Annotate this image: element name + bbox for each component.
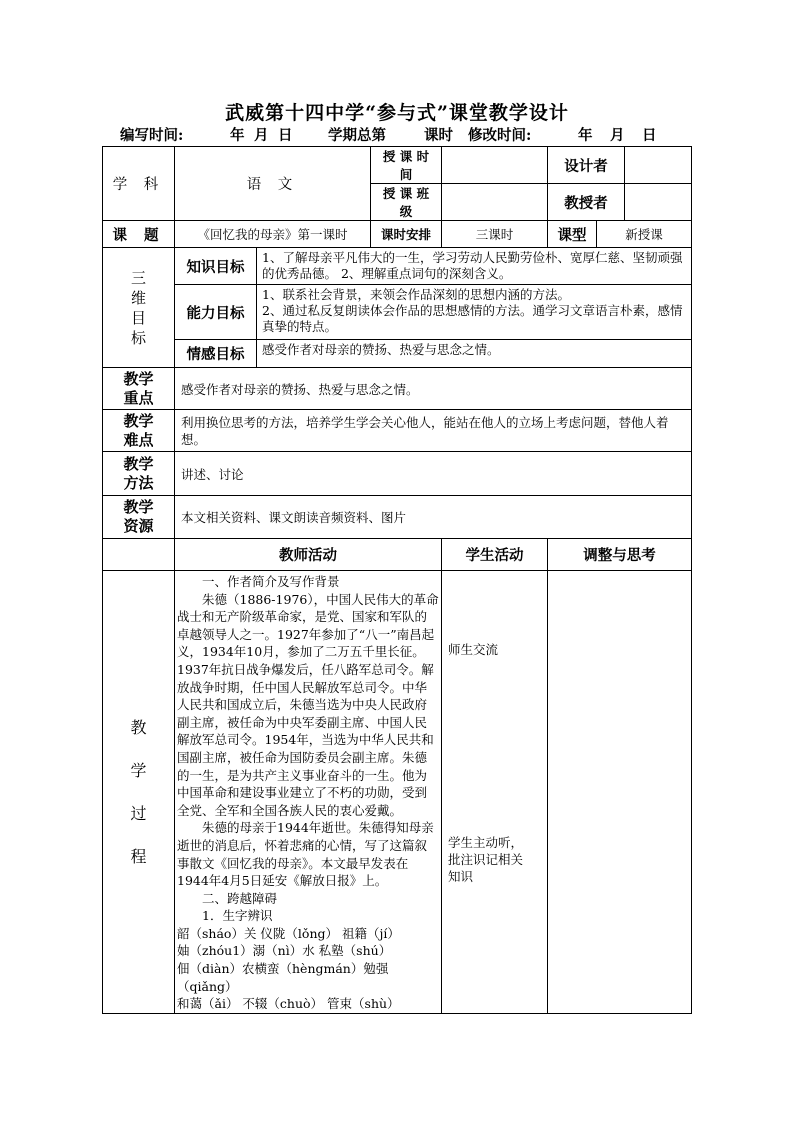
process-corner — [103, 539, 175, 571]
vocab-line: 韶（sháo）关 仪陇（lǒng） 祖籍（jí） — [177, 925, 400, 941]
vocab-line: 妯（zhóu1）溺（nì）水 私塾（shú） — [177, 943, 392, 959]
revise-year: 年 — [578, 127, 593, 144]
goals-char-3: 目 — [130, 308, 146, 327]
teacher-value[interactable] — [625, 184, 692, 221]
teacher-label: 教授者 — [548, 184, 625, 221]
teach-class-value[interactable] — [442, 184, 548, 221]
lesson-plan-table — [102, 146, 692, 1014]
vocab-line: 和蔼（ǎi） 不辍（chuò） 管束（shù） — [177, 996, 400, 1012]
edit-day: 日 — [278, 127, 293, 144]
process-char-1: 教 — [130, 717, 147, 737]
adjust-reflect-content[interactable] — [548, 571, 692, 1014]
goals-char-2: 维 — [130, 288, 146, 307]
type-label: 课型 — [548, 221, 597, 248]
designer-label: 设计者 — [548, 147, 625, 184]
author-bio-paragraph: 朱德（1886-1976），中国人民伟大的革命战士和无产阶级革命家，是党、国家和军队的卓越领导人之一。1927年参加了“八一”南昌起义，1934年10月，参加了二万五千里长征。1937年抗日战争爆发后，任八路军总司令。解放战争时期，任中国人民解放军总司令。中华人民共和国成立后，朱德当选为中央人民政府副主席，被任命为中央军委副主席、中国人民解放军总司令。1954年，当选为中华人民共和国副主席，被任命为国防委员会副主席。朱德的一生，是为共产主义事业奋斗的一生。他为中国革命和建设事业建立了不朽的功勋，受到全党、全军和全国各族人民的衷心爱戴。 — [177, 591, 439, 818]
section-1-heading: 一、作者简介及写作背景 — [202, 574, 340, 589]
ability-goal-text — [257, 285, 692, 340]
difficult-point-label-1: 教学 — [123, 411, 154, 430]
key-point-label-1: 教学 — [123, 369, 154, 388]
method-label — [103, 452, 175, 496]
student-activity-content — [442, 571, 548, 1014]
section-2-heading: 二、跨越障碍 — [202, 890, 278, 906]
difficult-point-label — [103, 410, 175, 452]
student-note-listen-2: 批注识记相关 — [448, 852, 524, 867]
revise-day: 日 — [642, 127, 657, 144]
knowledge-goal-label: 知识目标 — [175, 248, 257, 285]
key-point-label — [103, 368, 175, 410]
difficult-point-text: 利用换位思考的方法，培养学生学会关心他人，能站在他人的立场上考虑问题，替他人着想。 — [175, 410, 692, 452]
term-total-label: 学期总第 — [328, 127, 386, 144]
type-value: 新授课 — [597, 221, 692, 248]
process-char-3: 过 — [130, 803, 147, 823]
resource-label-2: 资源 — [123, 517, 154, 535]
ability-goal-line-2: 2、通过私反复朗读体会作品的思想感情的方法。通学习文章语言朴素，感情真挚的特点。 — [262, 303, 683, 334]
col-teacher-activity: 教师活动 — [175, 539, 442, 571]
method-label-1: 教学 — [123, 454, 154, 473]
teach-time-value[interactable] — [442, 147, 548, 184]
page-title: 武威第十四中学“参与式”课堂教学设计 — [225, 102, 569, 124]
revise-month: 月 — [610, 127, 625, 144]
edit-month: 月 — [254, 127, 269, 144]
teach-time-label: 授 课 时 间 — [371, 147, 442, 184]
process-side-label — [103, 571, 175, 1014]
key-point-text: 感受作者对母亲的赞扬、热爱与思念之情。 — [175, 368, 692, 410]
difficult-point-label-2: 难点 — [123, 430, 154, 449]
lesson-label: 课时 — [424, 127, 453, 144]
col-student-activity: 学生活动 — [442, 539, 548, 571]
student-note-listen-3: 知识 — [448, 869, 474, 884]
knowledge-goal-text: 1、了解母亲平凡伟大的一生，学习劳动人民勤劳俭朴、宽厚仁慈、坚韧顽强的优秀品德。 2、理解重点词句的深刻含义。 — [257, 248, 692, 285]
resource-label — [103, 496, 175, 539]
vocab-line: 佃（diàn）农横蛮（hèngmán）勉强（qiǎng） — [177, 961, 389, 994]
edit-time-label: 编写时间: — [120, 127, 184, 144]
col-adjust-reflect: 调整与思考 — [548, 539, 692, 571]
method-text: 讲述、讨论 — [175, 452, 692, 496]
topic-value: 《回忆我的母亲》第一课时 — [175, 221, 371, 248]
resource-text: 本文相关资料、课文朗读音频资料、图片 — [175, 496, 692, 539]
vocab-subheading: 1．生字辨识 — [202, 908, 273, 924]
teach-class-label: 授 课 班 级 — [371, 184, 442, 221]
goals-char-4: 标 — [130, 328, 146, 347]
ability-goal-line-1: 1、联系社会背景，来领会作品深刻的思想内涵的方法。 — [262, 287, 570, 302]
process-char-2: 学 — [130, 760, 147, 780]
process-char-4: 程 — [130, 846, 147, 866]
method-label-2: 方法 — [123, 473, 154, 492]
key-point-label-2: 重点 — [123, 388, 154, 407]
schedule-label: 课时安排 — [371, 221, 442, 248]
emotion-goal-label: 情感目标 — [175, 340, 257, 368]
student-note-listen-1: 学生主动听， — [448, 835, 524, 850]
designer-value[interactable] — [625, 147, 692, 184]
background-paragraph: 朱德的母亲于1944年逝世。朱德得知母亲逝世的消息后，怀着悲痛的心情，写了这篇叙事散文《回忆我的母亲》。本文最早发表在1944年4月5日延安《解放日报》上。 — [177, 820, 434, 889]
student-note-exchange: 师生交流 — [448, 642, 499, 657]
revise-time-label: 修改时间: — [468, 127, 532, 144]
emotion-goal-text: 感受作者对母亲的赞扬、热爱与思念之情。 — [257, 340, 692, 368]
subject-label: 学 科 — [103, 147, 175, 221]
ability-goal-label: 能力目标 — [175, 285, 257, 340]
header-fields — [120, 124, 680, 145]
schedule-value: 三课时 — [442, 221, 548, 248]
resource-label-1: 教学 — [123, 498, 154, 516]
topic-label: 课 题 — [103, 221, 175, 248]
goals-group-label — [103, 248, 175, 368]
teacher-activity-content — [175, 571, 442, 1014]
subject-value: 语 文 — [175, 147, 371, 221]
goals-char-1: 三 — [130, 268, 146, 287]
edit-year: 年 — [230, 127, 245, 144]
